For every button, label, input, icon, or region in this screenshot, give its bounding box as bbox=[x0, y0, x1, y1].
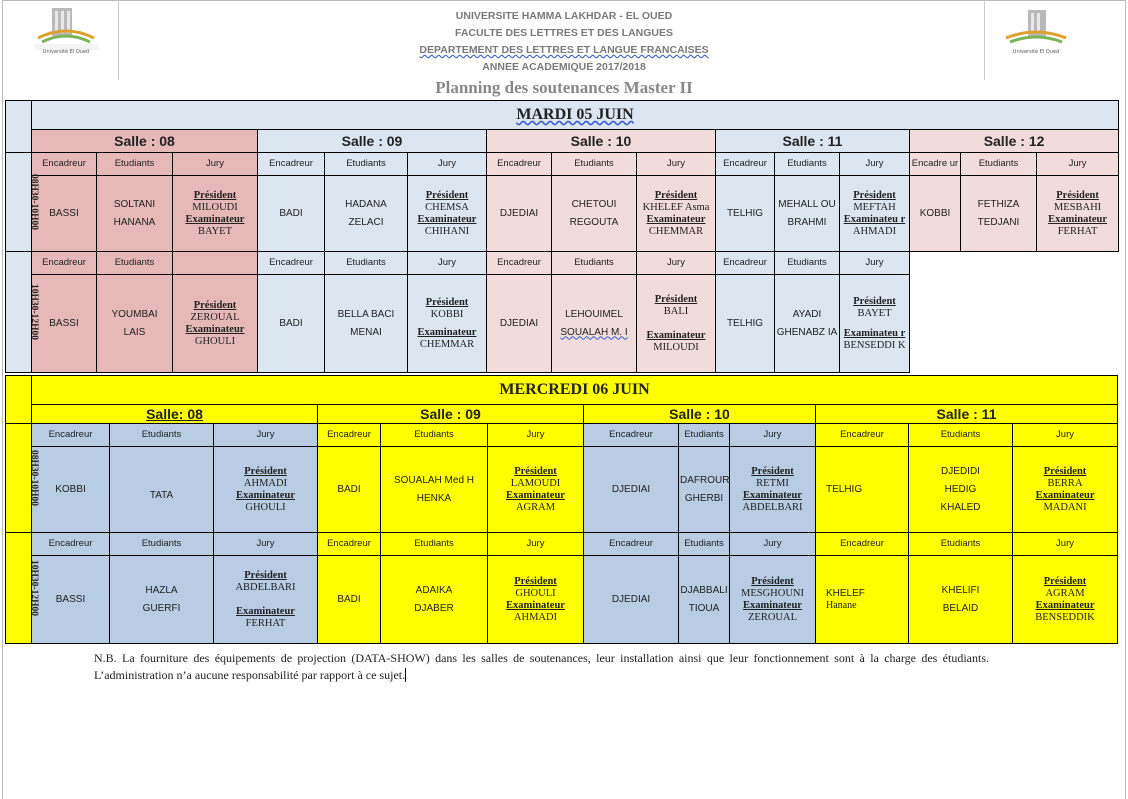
column-header: Encadreur bbox=[32, 533, 110, 556]
president-label: Président bbox=[751, 465, 794, 477]
time-slot-text: 08H30-10H00 bbox=[28, 450, 39, 506]
time-slot-label bbox=[6, 252, 39, 373]
day-title-text: MERCREDI 06 JUIN bbox=[499, 381, 650, 398]
examinateur-label: Examinateur bbox=[1048, 213, 1107, 225]
examinateur-label: Examinateur bbox=[506, 599, 565, 611]
encadreur-cell: TELHIG bbox=[716, 275, 775, 373]
column-header: Etudiants bbox=[679, 424, 730, 447]
column-header: Etudiants bbox=[97, 153, 173, 176]
encadreur-cell: BADI bbox=[258, 275, 325, 373]
student-name: GHERBI bbox=[684, 492, 724, 504]
column-header: Encadreur bbox=[32, 252, 97, 275]
president-label: Président bbox=[425, 189, 469, 201]
jury-cell bbox=[730, 447, 816, 533]
encadreur-cell: KOBBI bbox=[910, 176, 961, 252]
student-name: TATA bbox=[149, 489, 174, 501]
examinateur-name: CHEMMAR bbox=[648, 225, 704, 237]
column-header: Encadreur bbox=[816, 424, 909, 447]
salle-header: Salle : 09 bbox=[318, 405, 584, 424]
president-name: AGRAM bbox=[1045, 587, 1085, 599]
students-cell bbox=[381, 447, 488, 533]
student-name: TEDJANI bbox=[977, 216, 1020, 228]
examinateur-name: FERHAT bbox=[1057, 225, 1098, 237]
student-name: LEHOUIMEL bbox=[565, 308, 623, 320]
president-name: KHELEF Asma bbox=[642, 201, 710, 213]
column-header: Etudiants bbox=[381, 424, 488, 447]
schedule-table-day1 bbox=[5, 100, 1119, 373]
column-header: Encadreur bbox=[32, 424, 110, 447]
column-header: Encadreur bbox=[487, 252, 552, 275]
corner-cell bbox=[6, 376, 32, 424]
header-line-4: ANNEE ACADEMIQUE 2017/2018 bbox=[482, 61, 646, 73]
examinateur-name: ZEROUAL bbox=[748, 611, 797, 623]
student-name: SOLTANI bbox=[113, 198, 156, 210]
jury-cell bbox=[840, 275, 910, 373]
encadreur-cell: BADI bbox=[318, 447, 381, 533]
students-cell bbox=[325, 176, 408, 252]
jury-cell bbox=[488, 556, 584, 644]
students-cell bbox=[775, 275, 840, 373]
examinateur-label: Examinateur bbox=[646, 329, 706, 341]
column-header: Etudiants bbox=[775, 252, 840, 275]
column-header: Encadreur bbox=[716, 252, 775, 275]
president-label: Président bbox=[244, 465, 287, 477]
examinateur-label: Examinateur bbox=[743, 599, 802, 611]
president-label: Président bbox=[1043, 575, 1087, 587]
examinateur-label: Examinateur bbox=[417, 213, 477, 225]
column-header: Jury bbox=[488, 533, 584, 556]
column-header: Etudiants bbox=[552, 153, 637, 176]
examinateur-label: Examinateur bbox=[1035, 489, 1095, 501]
day-title bbox=[32, 376, 1118, 405]
column-header: Jury bbox=[1013, 533, 1118, 556]
jury-cell bbox=[1037, 176, 1119, 252]
president-name: LAMOUDI bbox=[510, 477, 561, 489]
president-label: Président bbox=[853, 295, 896, 307]
column-header: Encadreur bbox=[487, 153, 552, 176]
examinateur-name: BENSEDDI K bbox=[843, 339, 906, 351]
student-name: DJEDIDI bbox=[941, 465, 980, 477]
student-name: BELLA BACI bbox=[337, 308, 395, 320]
jury-cell bbox=[488, 447, 584, 533]
encadreur-cell: TELHIG bbox=[816, 447, 909, 533]
encadreur-cell: DJEDIAI bbox=[487, 275, 552, 373]
student-name: GHENABZ IA bbox=[776, 326, 838, 338]
column-header: Jury bbox=[637, 153, 716, 176]
president-label: Président bbox=[244, 569, 287, 581]
jury-cell bbox=[173, 275, 258, 373]
time-slot-label bbox=[6, 533, 39, 644]
president-label: Président bbox=[654, 189, 698, 201]
president-label: Président bbox=[514, 465, 557, 477]
examinateur-name: AHMADI bbox=[852, 225, 897, 237]
student-name: HEDIG bbox=[944, 483, 977, 495]
salle-header bbox=[32, 405, 318, 424]
header-line-1: UNIVERSITE HAMMA LAKHDAR - EL OUED bbox=[455, 10, 673, 22]
students-cell bbox=[909, 447, 1013, 533]
examinateur-label: Examinateu r bbox=[843, 213, 906, 225]
column-header: Jury bbox=[214, 533, 318, 556]
encadreur-cell: TELHIG bbox=[716, 176, 775, 252]
column-header: Encadre ur bbox=[910, 153, 961, 176]
examinateur-name: AGRAM bbox=[515, 501, 556, 513]
students-cell bbox=[97, 176, 173, 252]
student-name: HAZLA bbox=[145, 584, 178, 596]
examinateur-name: BAYET bbox=[197, 225, 233, 237]
encadreur-cell: BADI bbox=[318, 556, 381, 644]
salle-header: Salle : 10 bbox=[584, 405, 816, 424]
president-label: Président bbox=[751, 575, 794, 587]
student-name: DJABER bbox=[414, 602, 454, 614]
salle-header: Salle : 11 bbox=[816, 405, 1118, 424]
president-name: CHEMSA bbox=[425, 201, 469, 213]
salle-header: Salle : 11 bbox=[716, 130, 910, 153]
salle-header: Salle : 09 bbox=[258, 130, 487, 153]
schedule-table-day2 bbox=[5, 375, 1118, 644]
students-cell bbox=[552, 275, 637, 373]
column-header: Jury bbox=[840, 153, 910, 176]
column-header: Encadreur bbox=[584, 533, 679, 556]
examinateur-name: FERHAT bbox=[245, 617, 286, 629]
students-cell bbox=[775, 176, 840, 252]
students-cell bbox=[110, 556, 214, 644]
students-cell bbox=[961, 176, 1037, 252]
salle-header: Salle : 08 bbox=[32, 130, 258, 153]
column-header: Jury bbox=[730, 424, 816, 447]
jury-cell bbox=[1013, 556, 1118, 644]
time-slot-text: 10H30-12H00 bbox=[28, 560, 39, 616]
text-cursor bbox=[405, 668, 406, 682]
encadreur-cell bbox=[816, 556, 909, 644]
encadreur-cell: BASSI bbox=[32, 176, 97, 252]
student-name: HADANA bbox=[345, 198, 387, 210]
column-header: Etudiants bbox=[552, 252, 637, 275]
examinateur-label: Examinateur bbox=[646, 213, 706, 225]
president-name: MESBAHI bbox=[1053, 201, 1102, 213]
column-header: Encadreur bbox=[318, 533, 381, 556]
student-name: CHETOUI bbox=[571, 198, 617, 210]
jury-cell bbox=[214, 556, 318, 644]
student-name: YOUMBAI bbox=[111, 308, 158, 320]
time-slot-label bbox=[6, 153, 39, 252]
column-header: Jury bbox=[214, 424, 318, 447]
student-name: HANANA bbox=[113, 216, 156, 228]
column-header: Etudiants bbox=[775, 153, 840, 176]
president-name: MEFTAH bbox=[853, 201, 896, 213]
column-header: Jury bbox=[408, 153, 487, 176]
president-name: GHOULI bbox=[515, 587, 556, 599]
column-header: Jury bbox=[173, 153, 258, 176]
president-name: MESGHOUNI bbox=[741, 587, 804, 599]
president-name: BALI bbox=[663, 305, 689, 317]
student-name: MENAI bbox=[350, 326, 382, 338]
jury-cell bbox=[1013, 447, 1118, 533]
column-header-empty bbox=[173, 252, 258, 275]
column-header: Etudiants bbox=[909, 424, 1013, 447]
jury-cell bbox=[214, 447, 318, 533]
column-header: Encadreur bbox=[584, 424, 679, 447]
examinateur-label: Examinateur bbox=[743, 489, 802, 501]
jury-cell bbox=[408, 176, 487, 252]
encadreur-firstname: Hanane bbox=[826, 599, 857, 611]
column-header: Jury bbox=[840, 252, 910, 275]
header-line-2: FACULTE DES LETTRES ET DES LANGUES bbox=[455, 27, 673, 39]
student-name: BRAHMI bbox=[787, 216, 827, 228]
encadreur-cell: DJEDIAI bbox=[584, 556, 679, 644]
student-name: KHALED bbox=[940, 501, 981, 513]
student-name: ZELACI bbox=[348, 216, 384, 228]
jury-cell bbox=[840, 176, 910, 252]
president-name: BERRA bbox=[1047, 477, 1083, 489]
column-header: Encadreur bbox=[258, 252, 325, 275]
column-header: Etudiants bbox=[381, 533, 488, 556]
president-label: Président bbox=[1056, 189, 1099, 201]
encadreur-cell: BASSI bbox=[32, 556, 110, 644]
column-header: Etudiants bbox=[961, 153, 1037, 176]
students-cell bbox=[325, 275, 408, 373]
jury-cell bbox=[173, 176, 258, 252]
student-name: HENKA bbox=[416, 492, 452, 504]
logo-caption-left: Université El Oued bbox=[42, 49, 90, 55]
encadreur-cell: DJEDIAI bbox=[487, 176, 552, 252]
encadreur-cell: DJEDIAI bbox=[584, 447, 679, 533]
time-slot-text: 08H30-10H00 bbox=[28, 174, 39, 230]
president-label: Président bbox=[853, 189, 896, 201]
column-header: Jury bbox=[730, 533, 816, 556]
student-name: SOUALAH Med H bbox=[393, 474, 475, 486]
header-line-3: DEPARTEMENT DES LETTRES ET LANGUE FRANCAISES bbox=[419, 44, 709, 56]
student-name: FETHIZA bbox=[977, 198, 1020, 210]
student-name: MEHALL OU bbox=[778, 198, 836, 210]
student-name: REGOUTA bbox=[569, 216, 619, 228]
examinateur-name: MILOUDI bbox=[653, 341, 699, 353]
president-name: BAYET bbox=[857, 307, 892, 319]
students-cell bbox=[679, 447, 730, 533]
examinateur-label: Examinateur bbox=[185, 213, 245, 225]
examinateur-label: Examinateu r bbox=[843, 327, 906, 339]
column-header: Etudiants bbox=[110, 533, 214, 556]
column-header: Jury bbox=[637, 252, 716, 275]
student-name: GUERFI bbox=[142, 602, 181, 614]
president-label: Président bbox=[514, 575, 557, 587]
encadreur-cell: BADI bbox=[258, 176, 325, 252]
student-name: AYADI bbox=[792, 308, 822, 320]
column-header: Encadreur bbox=[258, 153, 325, 176]
examinateur-label: Examinateur bbox=[1035, 599, 1095, 611]
examinateur-label: Examinateur bbox=[185, 323, 245, 335]
president-label: Président bbox=[654, 293, 698, 305]
column-header: Encadreur bbox=[318, 424, 381, 447]
jury-cell bbox=[730, 556, 816, 644]
encadreur-cell: KOBBI bbox=[32, 447, 110, 533]
examinateur-name: AHMADI bbox=[513, 611, 558, 623]
examinateur-label: Examinateur bbox=[506, 489, 565, 501]
column-header: Encadreur bbox=[32, 153, 97, 176]
logo-caption-right: Université El Oued bbox=[1012, 49, 1060, 55]
corner-cell bbox=[6, 101, 32, 153]
column-header: Etudiants bbox=[909, 533, 1013, 556]
time-slot-text: 10H30-12H00 bbox=[28, 284, 39, 340]
column-header: Etudiants bbox=[325, 252, 408, 275]
examinateur-label: Examinateur bbox=[236, 605, 295, 617]
examinateur-label: Examinateur bbox=[417, 326, 477, 338]
president-name: ZEROUAL bbox=[190, 311, 240, 323]
examinateur-name: MADANI bbox=[1043, 501, 1087, 513]
examinateur-name: GHOULI bbox=[194, 335, 236, 347]
students-cell bbox=[97, 275, 173, 373]
institution-header bbox=[0, 8, 1128, 76]
column-header: Etudiants bbox=[110, 424, 214, 447]
examinateur-name: ABDELBARI bbox=[742, 501, 803, 513]
president-name: KOBBI bbox=[430, 308, 464, 320]
examinateur-name: BENSEDDIK bbox=[1035, 611, 1095, 623]
students-cell bbox=[679, 556, 730, 644]
student-name: SOUALAH M. I bbox=[560, 326, 628, 338]
student-name: LAIS bbox=[123, 326, 146, 338]
president-name: ABDELBARI bbox=[235, 581, 296, 593]
column-header: Jury bbox=[408, 252, 487, 275]
president-label: Président bbox=[425, 296, 469, 308]
students-cell bbox=[110, 447, 214, 533]
students-cell bbox=[552, 176, 637, 252]
empty-area bbox=[910, 252, 1119, 373]
day-title bbox=[32, 101, 1119, 130]
jury-cell bbox=[637, 275, 716, 373]
time-slot-label bbox=[6, 424, 39, 533]
president-label: Président bbox=[193, 189, 237, 201]
student-name: DJABBALI bbox=[680, 584, 728, 596]
column-header: Encadreur bbox=[816, 533, 909, 556]
examinateur-name: GHOULI bbox=[245, 501, 286, 513]
student-name: ADAIKA bbox=[415, 584, 453, 596]
salle-header-text: Salle: 08 bbox=[146, 406, 203, 422]
examinateur-name: CHEMMAR bbox=[419, 338, 475, 350]
student-name: KHELIFI bbox=[941, 584, 980, 596]
column-header: Etudiants bbox=[97, 252, 173, 275]
student-name: BELAID bbox=[942, 602, 979, 614]
page-title: Planning des soutenances Master II bbox=[435, 78, 693, 97]
column-header: Encadreur bbox=[716, 153, 775, 176]
examinateur-name: CHIHANI bbox=[424, 225, 470, 237]
students-cell bbox=[381, 556, 488, 644]
salle-header: Salle : 12 bbox=[910, 130, 1119, 153]
jury-cell bbox=[637, 176, 716, 252]
student-name: DAFROUR bbox=[680, 474, 730, 486]
students-cell bbox=[909, 556, 1013, 644]
column-header: Jury bbox=[488, 424, 584, 447]
jury-cell bbox=[408, 275, 487, 373]
column-header: Etudiants bbox=[325, 153, 408, 176]
encadreur-cell: BASSI bbox=[32, 275, 97, 373]
column-header: Jury bbox=[1037, 153, 1119, 176]
president-name: MILOUDI bbox=[192, 201, 238, 213]
day-title-text: MARDI 05 JUIN bbox=[516, 106, 634, 123]
student-name: TIOUA bbox=[688, 602, 720, 614]
president-label: Président bbox=[193, 299, 237, 311]
president-name: RETMI bbox=[756, 477, 789, 489]
president-label: Président bbox=[1043, 465, 1087, 477]
footnote bbox=[94, 650, 989, 684]
encadreur-name: KHELEF bbox=[826, 587, 865, 599]
column-header: Jury bbox=[1013, 424, 1118, 447]
footnote-text: N.B. La fourniture des équipements de projection (DATA-SHOW) dans les salles de soutenances, leur installation ainsi que leur fonctionnement sont à la charge des étudiants. L’administration n’a aucune responsabilité par rapport à ce sujet. bbox=[94, 651, 989, 682]
examinateur-label: Examinateur bbox=[236, 489, 295, 501]
column-header: Etudiants bbox=[679, 533, 730, 556]
salle-header: Salle : 10 bbox=[487, 130, 716, 153]
president-name: AHMADI bbox=[243, 477, 288, 489]
